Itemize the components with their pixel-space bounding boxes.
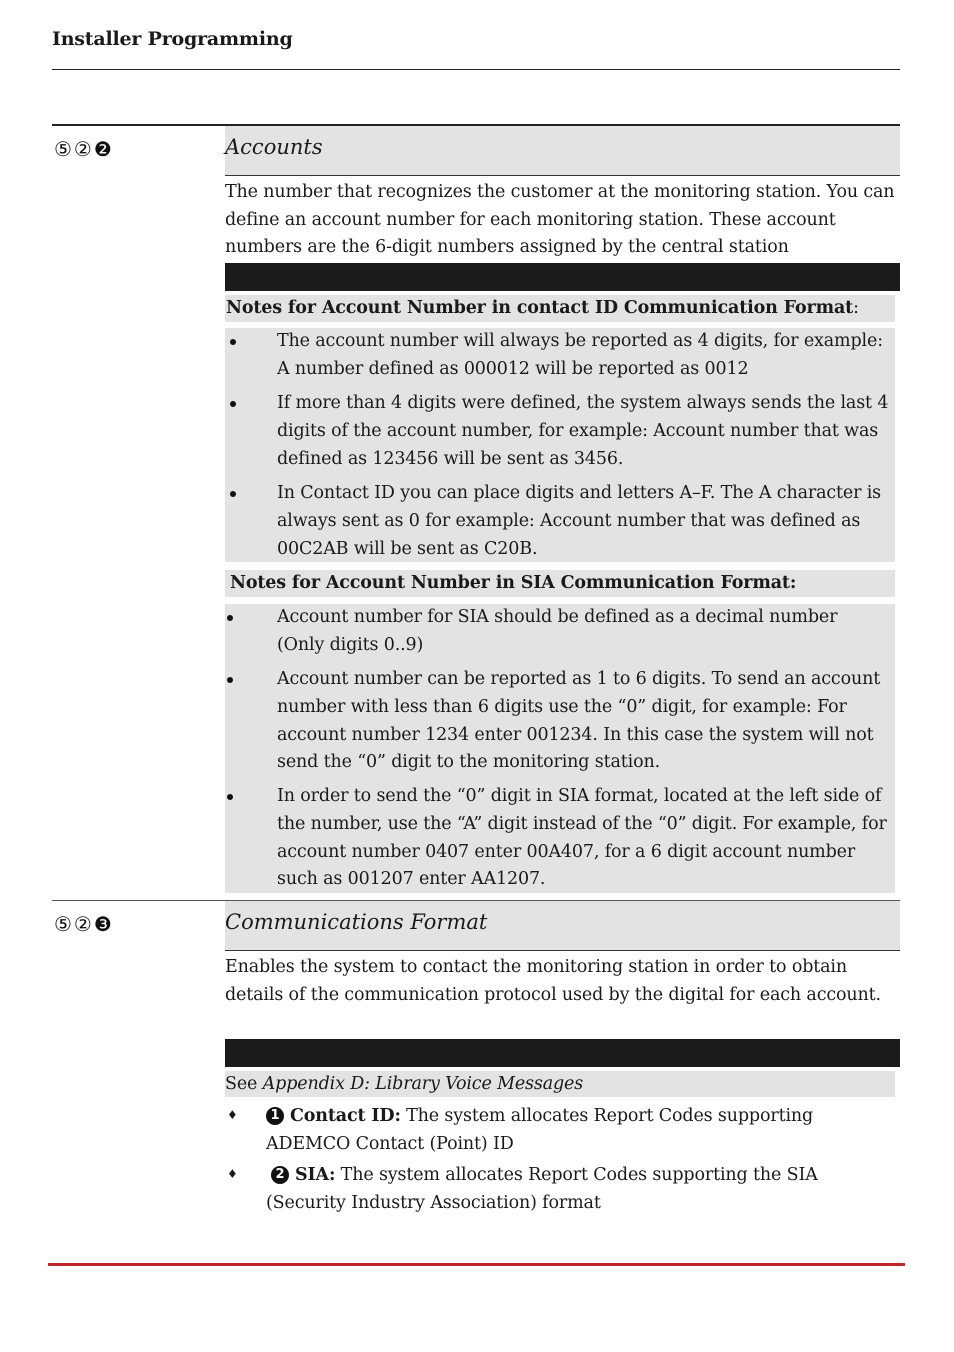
option-number-badge-icon: 2 <box>271 1166 289 1184</box>
list-item-text: Account number can be reported as 1 to 6 digits. To send an account number with less than 6 digits use the “0” digit, for example: For account number 1234 enter 001234. In this case the system will not send the “0” digit to the monitoring station. <box>277 669 881 773</box>
page-header-title: Installer Programming <box>52 28 293 50</box>
list-item-text: The account number will always be reported as 4 digits, for example: A number defined as 000012 will be reported as 0012 <box>277 331 883 379</box>
black-separator-bar <box>225 1039 900 1067</box>
bullet-icon <box>230 401 236 407</box>
bullet-icon <box>230 491 236 497</box>
accounts-description: The number that recognizes the customer at the monitoring station. You can define an account number for each monitoring station. These account numbers are the 6-digit numbers assigned by the central station <box>225 182 895 257</box>
sia-notes-header <box>225 570 895 597</box>
menu-code-comm-format: ⑤②❸ <box>54 912 114 936</box>
sia-notes-list <box>225 604 895 893</box>
option-number-badge-icon: 1 <box>266 1107 284 1125</box>
contact-id-notes-header <box>225 295 895 322</box>
bullet-icon <box>227 794 233 800</box>
contact-id-notes-list <box>225 328 895 562</box>
contact-id-notes-title-colon: : <box>853 298 859 318</box>
section-title-accounts: Accounts <box>225 135 323 159</box>
list-item <box>277 328 889 384</box>
list-item <box>277 604 889 660</box>
appendix-reference-link[interactable]: Appendix D: Library Voice Messages <box>262 1074 584 1094</box>
menu-code-accounts: ⑤②❷ <box>54 137 114 161</box>
list-item-text: In Contact ID you can place digits and letters A–F. The A character is always sent as 0 for example: Account number that was defined as 00C2AB will be sent as C20B. <box>277 483 882 559</box>
list-item-text: Account number for SIA should be defined as a decimal number (Only digits 0..9) <box>277 607 838 655</box>
sia-notes-title: Notes for Account Number in SIA Communication Format: <box>230 573 797 593</box>
option-description: The system allocates Report Codes supporting ADEMCO Contact (Point) ID <box>266 1106 814 1154</box>
section-title-comm-format: Communications Format <box>225 910 488 934</box>
list-item-text: In order to send the “0” digit in SIA format, located at the left side of the number, use the “A” digit instead of the “0” digit. For example, for account number 0407 enter 00A407, for a 6 digit account number such as 001207 enter AA1207. <box>277 786 887 890</box>
diamond-bullet-icon: ♦ <box>227 1108 238 1122</box>
see-reference-box <box>225 1071 895 1097</box>
footer-divider <box>48 1263 905 1266</box>
option-description: The system allocates Report Codes supporting the SIA (Security Industry Association) format <box>266 1165 818 1213</box>
black-separator-bar <box>225 263 900 291</box>
section-header-accounts <box>225 126 900 176</box>
bullet-icon <box>230 339 236 345</box>
see-prefix: See <box>225 1074 263 1094</box>
contact-id-notes-title: Notes for Account Number in contact ID Communication Format <box>226 298 854 318</box>
list-item <box>277 390 889 473</box>
list-item <box>277 480 889 563</box>
diamond-bullet-icon: ♦ <box>227 1167 238 1181</box>
option-name: Contact ID: <box>290 1106 401 1126</box>
option-name: SIA: <box>295 1165 336 1185</box>
bullet-icon <box>227 615 233 621</box>
list-item <box>277 666 889 777</box>
list-item-text: If more than 4 digits were defined, the system always sends the last 4 digits of the account number, for example: Account number that was defined as 123456 will be sent as 3456. <box>277 393 889 469</box>
list-item <box>277 783 889 894</box>
bullet-icon <box>227 677 233 683</box>
header-divider <box>52 69 900 70</box>
comm-format-description: Enables the system to contact the monitoring station in order to obtain details of the communication protocol used by the digital for each account. <box>225 957 881 1005</box>
section-header-comm-format <box>225 901 900 951</box>
